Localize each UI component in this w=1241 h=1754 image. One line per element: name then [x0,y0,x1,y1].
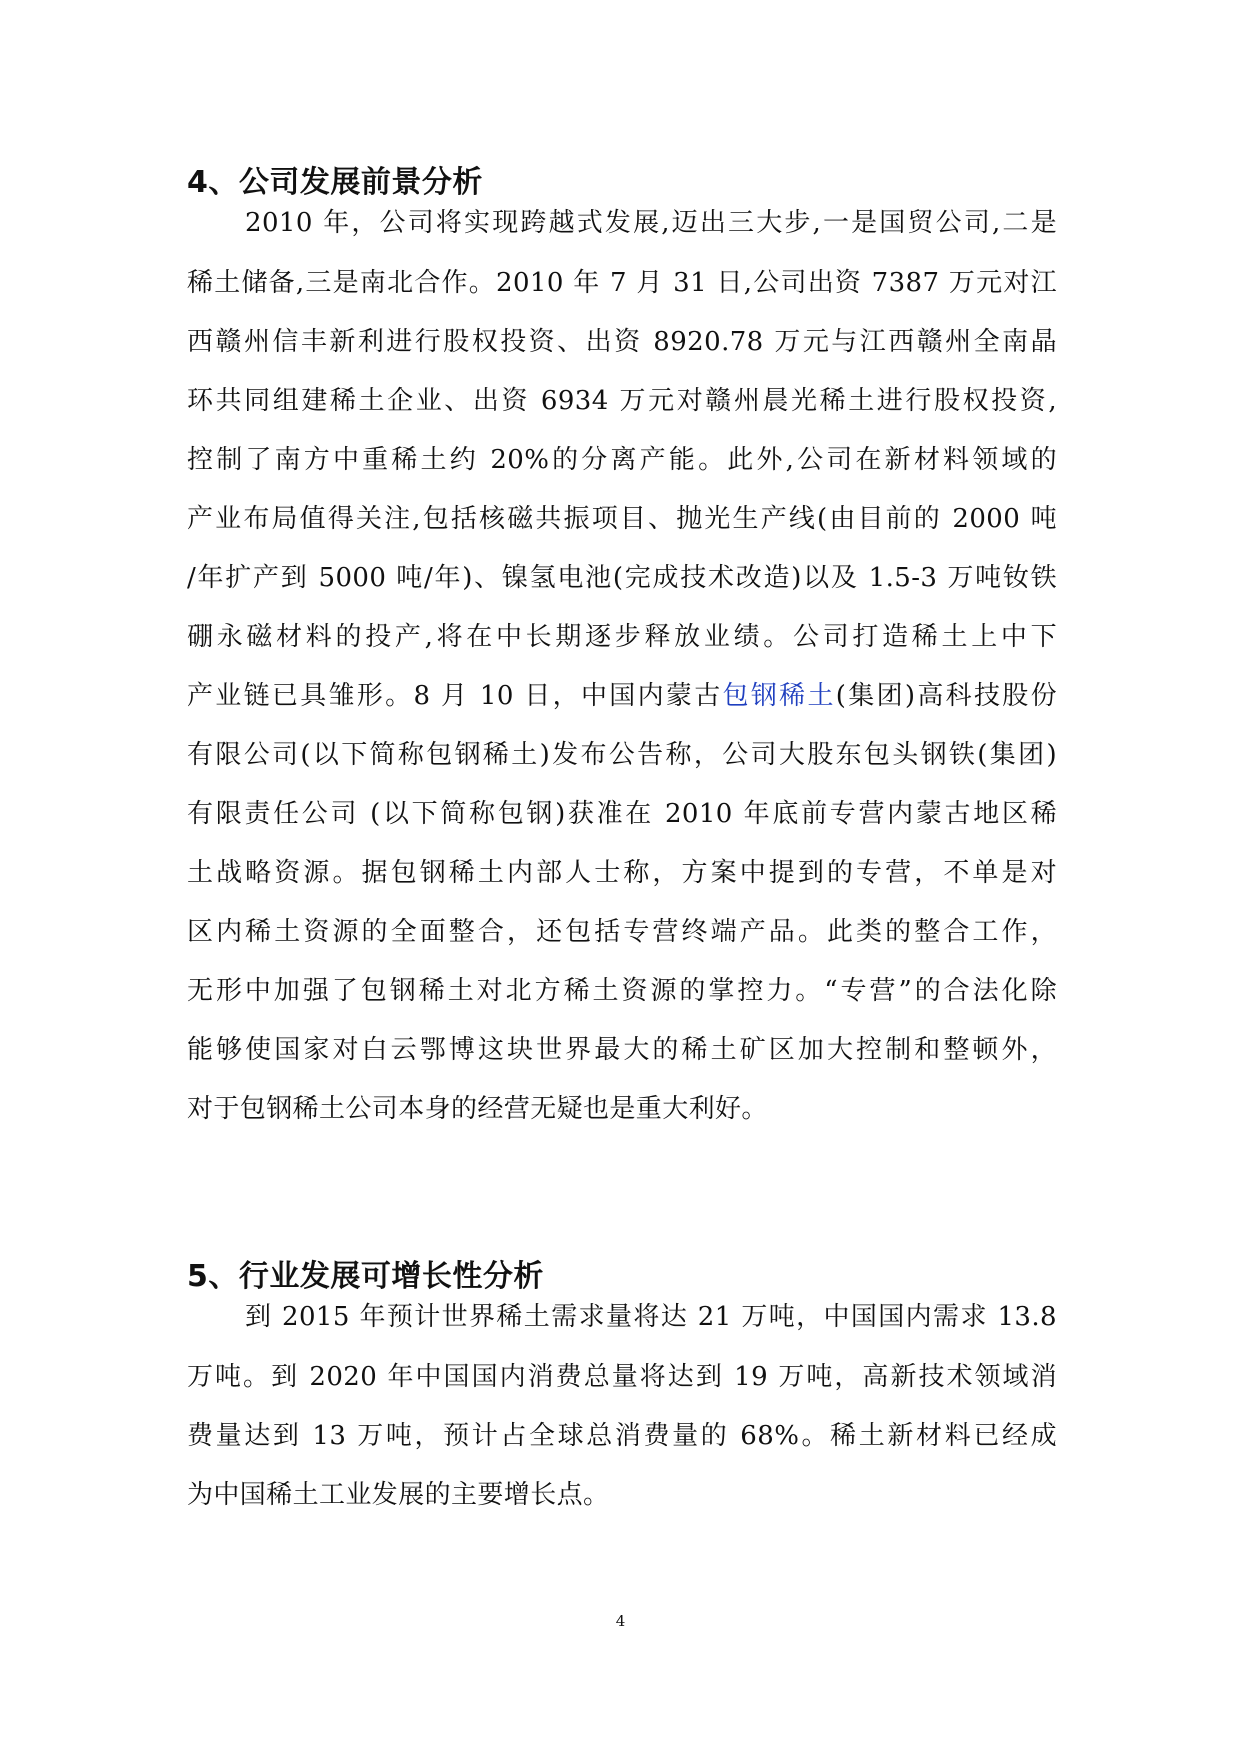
paragraph-line: 有限责任公司 (以下简称包钢)获准在 2010 年底前专营内蒙古地区稀 [187,799,1057,829]
baogang-rare-earth-link[interactable]: 包钢稀土 [722,681,836,711]
paragraph-line: 能够使国家对白云鄂博这块世界最大的稀土矿区加大控制和整顿外， [187,1035,1057,1065]
paragraph-line: 到 2015 年预计世界稀土需求量将达 21 万吨，中国国内需求 13.8 [245,1302,1057,1332]
paragraph-line: 环共同组建稀土企业、出资 6934 万元对赣州晨光稀土进行股权投资, [187,386,1057,416]
paragraph-line: 产业布局值得关注,包括核磁共振项目、抛光生产线(由目前的 2000 吨 [187,504,1057,534]
paragraph-line: 控制了南方中重稀土约 20%的分离产能。此外,公司在新材料领域的 [187,445,1057,475]
line-text-before-link: 产业链已具雏形。8 月 10 日，中国内蒙古 [187,681,723,711]
paragraph-line: /年扩产到 5000 吨/年)、镍氢电池(完成技术改造)以及 1.5-3 万吨钕铁 [187,563,1057,593]
paragraph-line: 区内稀土资源的全面整合，还包括专营终端产品。此类的整合工作， [187,917,1057,947]
paragraph-line: 硼永磁材料的投产,将在中长期逐步释放业绩。公司打造稀土上中下 [187,622,1057,652]
paragraph-line-with-link [187,678,1057,714]
page-number: 4 [615,1612,626,1630]
paragraph-line: 土战略资源。据包钢稀土内部人士称，方案中提到的专营，不单是对 [187,858,1057,888]
section-5-heading: 5、行业发展可增长性分析 [187,1259,544,1294]
paragraph-line: 为中国稀土工业发展的主要增长点。 [187,1480,610,1510]
paragraph-line: 无形中加强了包钢稀土对北方稀土资源的掌控力。“专营”的合法化除 [187,976,1057,1006]
paragraph-line: 费量达到 13 万吨，预计占全球总消费量的 68%。稀土新材料已经成 [187,1421,1057,1451]
paragraph-line: 万吨。到 2020 年中国国内消费总量将达到 19 万吨，高新技术领域消 [187,1362,1057,1392]
paragraph-line: 2010 年，公司将实现跨越式发展,迈出三大步,一是国贸公司,二是 [245,208,1057,238]
paragraph-line: 有限公司(以下简称包钢稀土)发布公告称，公司大股东包头钢铁(集团) [187,740,1057,770]
paragraph-line: 稀土储备,三是南北合作。2010 年 7 月 31 日,公司出资 7387 万元对江 [187,268,1057,298]
section-4-heading: 4、公司发展前景分析 [187,165,483,200]
paragraph-line: 西赣州信丰新利进行股权投资、出资 8920.78 万元与江西赣州全南晶 [187,327,1057,357]
paragraph-line: 对于包钢稀土公司本身的经营无疑也是重大利好。 [187,1094,768,1124]
line-text-after-link: (集团)高科技股份 [835,681,1057,711]
